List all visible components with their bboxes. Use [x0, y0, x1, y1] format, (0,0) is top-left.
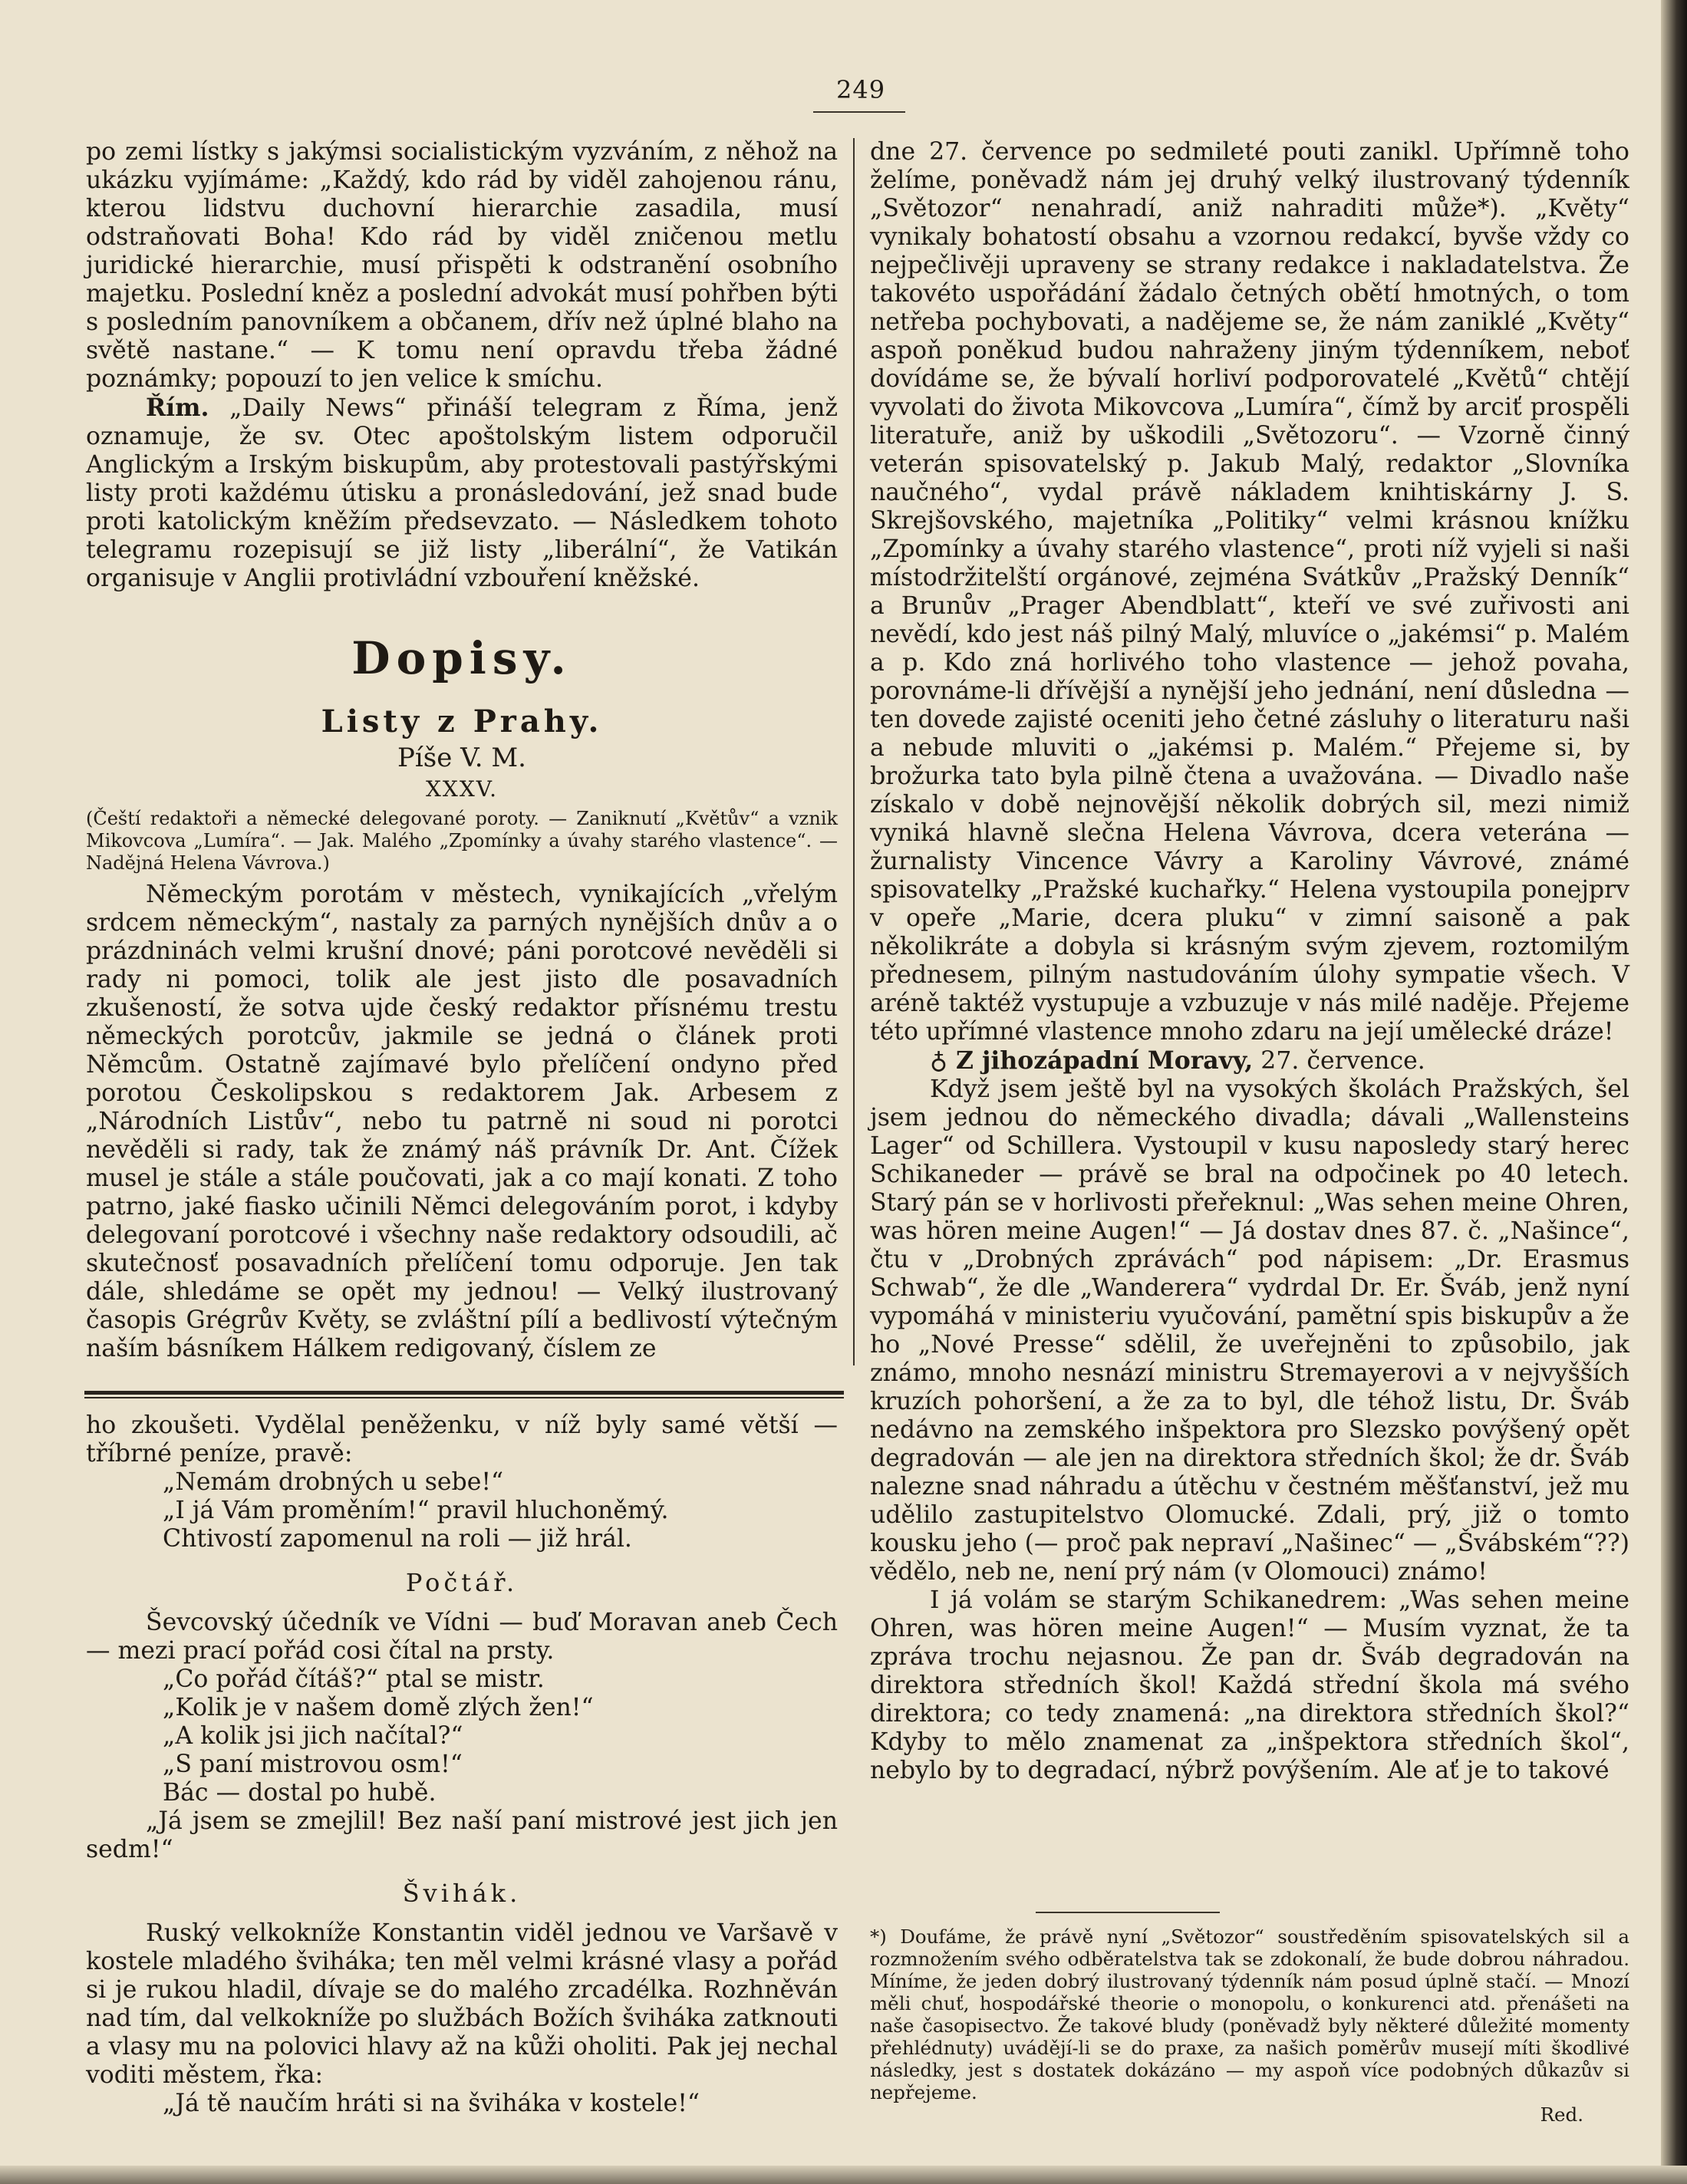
article-author: Píše V. M. [397, 743, 526, 773]
verse-line: „Kolik je v našem domě zlých žen!“ [163, 1694, 594, 1721]
anecdote-paragraph-1: ho zkoušeti. Vydělal peněženku, v níž byly samé větší — tříbrné peníze, pravě: [86, 1412, 838, 1468]
page-number: 249 [836, 75, 886, 104]
section-separator-thick [84, 1391, 844, 1395]
article-number: XXXV. [425, 776, 499, 802]
anecdote-paragraph-4: Ruský velkokníže Konstantin viděl jednou ve Varšavě v kostele mladého šviháka; ten měl velmi krásné vlasy a pořád si je rukou hladil, dívaje se do malého zrcadélka. Rozhněván nad tím, dal velkokníže po službách Božích šviháka zatknouti a vlasy mu na polovici hlavy až na kůži oholiti. Pak jej nechal voditi městem, řka: [86, 1919, 838, 2089]
dateline-paragraph [870, 1046, 1629, 1076]
verse-line: „Co pořád čítáš?“ ptal se mistr. [163, 1665, 545, 1693]
anecdote-title-svihak: Švihák. [402, 1879, 522, 1908]
right-paragraph-3: I já volám se starým Schikanedrem: „Was sehen meine Ohren, was hören meine Augen!“ — Musím vyznat, že ta zpráva trochu nejasnou. Že pan dr. Šváb degradován na direktora středních škol! Každá střední škola má svého direktora; co tedy znamená: „na direktora středních škol?“ Kdyby to mělo znamenat za „inšpektora středních škol“, nebylo by to degradací, nýbrž povýšením. Ale ať je to takové [870, 1586, 1629, 1784]
right-paragraph-1: dne 27. července po sedmileté pouti zanikl. Upřímně toho želíme, poněvadž nám jej druhý velký ilustrovaný týdenník „Světozor“ nenahradí, aniž nahraditi může*). „Květy“ vynikaly bohatostí obsahu a vzornou redakcí, byvše vždy co nejpečlivěji upraveny se strany redakce i nakladatelstva. Že takovéto uspořádání žádalo četných obětí hmotných, o tom netřeba pochybovati, a nadějeme se, že nám zaniklé „Květy“ aspoň poněkud budou nahraženy jiným týdenníkem, neboť dovídáme se, že bývalí horliví podporovatelé „Květů“ chtějí vyvolati do života Mikovcova „Lumíra“, čímž by arciť prospěli literatuře, aniž by uškodili „Světozoru“. — Vzorně činný veterán spisovatelský p. Jakub Malý, redaktor „Slovníka naučného“, vydal právě nákladem knihtiskárny J. S. Skrejšovského, majetníka „Politiky“ velmi krásnou knížku „Zpomínky a úvahy starého vlastence“, proti níž vyjeli si naši místodržitelští orgánové, zejména Svátkův „Pražský Denník“ a Brunův „Prager Abendblatt“, kteří ve své zuřivosti ani nevědí, kdo jest náš pilný Malý, mluvíce o „jakémsi“ p. Malém a p. Kdo zná horlivého toho vlastence — jehož povaha, porovnáme-li dřívější a nynější jeho jednání, není důsledna — ten dovede zajisté oceniti jeho četné zásluhy o literaturu naši a nebude mluviti o „jakémsi p. Malém.“ Přejeme si, by brožurka tato byla pilně čtena a uvažována. — Divadlo naše získalo v době nejnovější několik dobrých sil, mezi nimiž vyniká hlavně slečna Helena Vávrova, dcera veterána — žurnalisty Vincence Vávry a Karoliny Vávrové, známé spisovatelky „Pražské kuchařky.“ Helena vystoupila ponejprv v opeře „Marie, dcera pluku“ v zimní saisoně a pak několikráte a dobyla si krásným svým zjevem, roztomilým přednesem, pilným nastudováním úlohy sympatie všech. V aréně taktéž vystupuje a vzbuzuje v nás milé naděje. Přejeme této upřímné vlastence mnoho zdaru na její umělecké dráze! [870, 138, 1629, 1046]
rome-paragraph [86, 394, 838, 593]
left-paragraph-2: Německým porotám v městech, vynikajících „vřelým srdcem německým“, nastaly za parných nynějších dnův a o prázdninách velmi krušní dnové; páni porotcové nevěděli si rady ni pomoci, tolik ale jest jisto dle posavadních zkušeností, že sotva ujde český redaktor přísnému trestu německých porotcův, jakmile se jedná o článek proti Němcům. Ostatně zajímavé bylo přelíčení ondyno před porotou Českolipskou s redaktorem Jak. Arbesem z „Národních Listův“, nebo tu patrně ni soud ni porotci nevěděli si rady, tak že známý náš právník Dr. Ant. Čížek musel je stále a stále poučovati, jak a co mají konati. Z toho patrno, jaké fiasko učinili Němci delegováním porot, i kdyby delegovaní porotcové i všechny naše redaktory odsoudili, ač skutečnosť posavadních přelíčení tomu odporuje. Jen tak dále, shledáme se opět my jednou! — Velký ilustrovaný časopis Grégrův Květy, se zvláštní pílí a bedlivostí výtečným naším básníkem Hálkem redigovaný, číslem ze [86, 881, 838, 1362]
footnote-rule [1036, 1912, 1220, 1913]
header-rule [813, 111, 905, 113]
right-column [870, 138, 1629, 1785]
verse-line: „S paní mistrovou osm!“ [163, 1751, 463, 1778]
verse-line: „I já Vám proměním!“ pravil hluchoněmý. [163, 1497, 669, 1524]
dateline-date: 27. července. [1260, 1047, 1425, 1075]
section-separator-thin [84, 1397, 844, 1398]
footnote-signature: Red. [1540, 2103, 1583, 2126]
article-abstract: (Čeští redaktoři a německé delegované poroty. — Zaniknutí „Květův“ a vznik Mikovcova „Lumíra“. — Jak. Malého „Zpomínky a úvahy starého vlastence“. — Nadějná Helena Vávrova.) [86, 808, 838, 874]
footnote-text: *) Doufáme, že právě nyní „Světozor“ soustředěním spisovatelských sil a rozmnožením svého odběratelstva tak se zdokonalí, že bude dobrou náhradou. Míníme, že jeden dobrý ilustrovaný týdenník nám posud úplně stačí. — Mnozí měli chuť, hospodářské theorie o monopolu, o konkurenci atd. přenášeti na naše časopisectvo. Že takové bludy (poněvadž byly některé důležité momenty přehlédnuty) uvádějí-li se do praxe, za našich poměrův musejí míti škodlivé následky, jest s dostatek dokázáno — my aspoň více podobných důkazův si nepřejeme. [870, 1925, 1629, 2103]
anecdote-paragraph-3: „Já jsem se zmejlil! Bez naší paní mistrové jest jich jen sedm!“ [86, 1807, 838, 1863]
page-bottom-edge [0, 2166, 1687, 2184]
verse-line: „Nemám drobných u sebe!“ [163, 1468, 504, 1496]
anecdote-title-poctar: Počtář. [405, 1568, 519, 1597]
left-column-bottom [86, 1412, 838, 2118]
footnote [870, 1925, 1629, 2126]
rome-text: „Daily News“ přináší telegram z Říma, jenž oznamuje, že sv. Otec apoštolským listem odporučil Anglickým a Irským biskupům, aby protestovali pastýřskými listy proti každému útisku a pronásledování, jež snad bude proti katolickým kněžím předsevzato. — Následkem tohoto telegramu rozepisují se již listy „liberální“, že Vatikán organisuje v Anglii protivládní vzbouření kněžské. [86, 394, 838, 592]
dateline-place: ♁ Z jihozápadní Moravy, [930, 1046, 1254, 1075]
verse-line: Chtivostí zapomenul na roli — již hrál. [163, 1525, 632, 1553]
column-divider [853, 138, 855, 1365]
left-paragraph-1: po zemi lístky s jakýmsi socialistickým vyzváním, z něhož na ukázku vyjímáme: „Každý, kdo rád by viděl zahojenou ránu, kterou lidstvu duchovní hierarchie zasadila, musí odstraňovati Boha! Kdo rád by viděl zničenou metlu juridické hierarchie, musí přispěti k odstranění osobního majetku. Poslední kněz a poslední advokát musí pohřben býti s posledním panovníkem a občanem, dřív než úplné blaho na světě nastane.“ — K tomu není opravdu třeba žádné poznámky; popouzí to jen velice k smíchu. [86, 138, 838, 393]
verse-line: „Já tě naučím hráti si na šviháka v kostele!“ [163, 2090, 700, 2117]
left-column-top [86, 138, 838, 1363]
article-title: Listy z Prahy. [321, 703, 603, 740]
right-paragraph-2: Když jsem ještě byl na vysokých školách Pražských, šel jsem jednou do německého divadla; dávali „Wallensteins Lager“ od Schillera. Vystoupil v kusu naposledy starý herec Schikaneder — právě se bral na odpočinek po 40 letech. Starý pán se v horlivosti přeřeknul: „Was sehen meine Ohren, was hören meine Augen!“ — Já dostav dnes 87. č. „Našince“, čtu v „Drobných zprávách“ pod nápisem: „Dr. Erasmus Schwab“, že dle „Wanderera“ vydrdal Dr. Er. Šváb, jenž nyní vypomáhá v ministeriu vyučování, pamětní spis biskupův a že ho „Nové Presse“ sdělil, že uveřejněni to způsobilo, jak známo, mnoho nesnází ministru Stremayerovi a v nejvyšších kruzích pohoršení, a že za to byl, dle téhož listu, Dr. Šváb nedávno na zemského inšpektora pro Slezsko povýšený opět degradován — ale jen na direktora středních škol; že dr. Šváb nalezne snad náhradu a útěchu v čestném měšťanství, jež mu udělilo zastupitelstvo Olomucké. Zdali, prý, již o tomto kousku jeho (— proč pak nepraví „Našinec“ — „Švábském“??) vědělo, neb ne, není prý nám (v Olomouci) známo! [870, 1076, 1629, 1586]
rome-city: Řím. [146, 394, 209, 422]
book-binding-shadow [1661, 0, 1687, 2184]
verse-line: Bác — dostal po hubě. [163, 1779, 437, 1807]
verse-line: „A kolik jsi jich načítal?“ [163, 1722, 463, 1750]
section-heading-dopisy: Dopisy. [351, 632, 572, 684]
anecdote-paragraph-2: Ševcovský účedník ve Vídni — buď Moravan aneb Čech — mezi prací pořád cosi čítal na prsty. [86, 1609, 838, 1665]
